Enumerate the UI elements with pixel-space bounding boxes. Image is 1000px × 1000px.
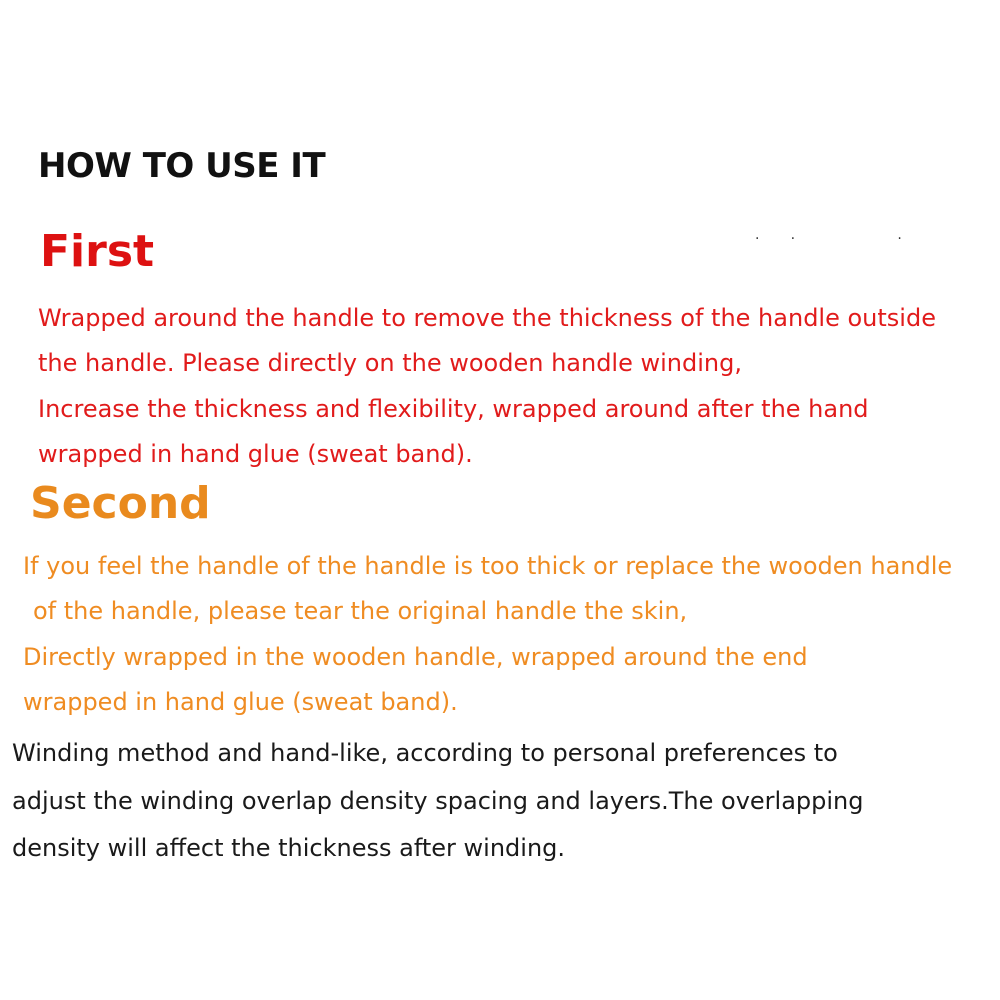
second-step-heading: Second (30, 478, 211, 529)
second-step-line-3: Directly wrapped in the wooden handle, wrapped around the end (23, 643, 808, 671)
second-step-line-4: wrapped in hand glue (sweat band). (23, 688, 458, 716)
first-step-line-2: the handle. Please directly on the wooden handle winding, (38, 349, 742, 377)
winding-note-line-1: Winding method and hand-like, according to personal preferences to (12, 739, 838, 767)
second-step-line-2: of the handle, please tear the original handle the skin, (33, 597, 688, 625)
first-step-line-4: wrapped in hand glue (sweat band). (38, 440, 473, 468)
first-step-heading: First (40, 226, 155, 277)
page-title: HOW TO USE IT (38, 146, 326, 186)
winding-note-line-2: adjust the winding overlap density spacing and layers.The overlapping (12, 787, 864, 815)
first-step-line-1: Wrapped around the handle to remove the thickness of the handle outside (38, 304, 936, 332)
second-step-line-1: If you feel the handle of the handle is too thick or replace the wooden handle (23, 552, 953, 580)
winding-note-line-3: density will affect the thickness after winding. (12, 834, 566, 862)
first-step-line-3: Increase the thickness and flexibility, wrapped around after the hand (38, 395, 869, 423)
decorative-dots: · · · (755, 231, 902, 247)
